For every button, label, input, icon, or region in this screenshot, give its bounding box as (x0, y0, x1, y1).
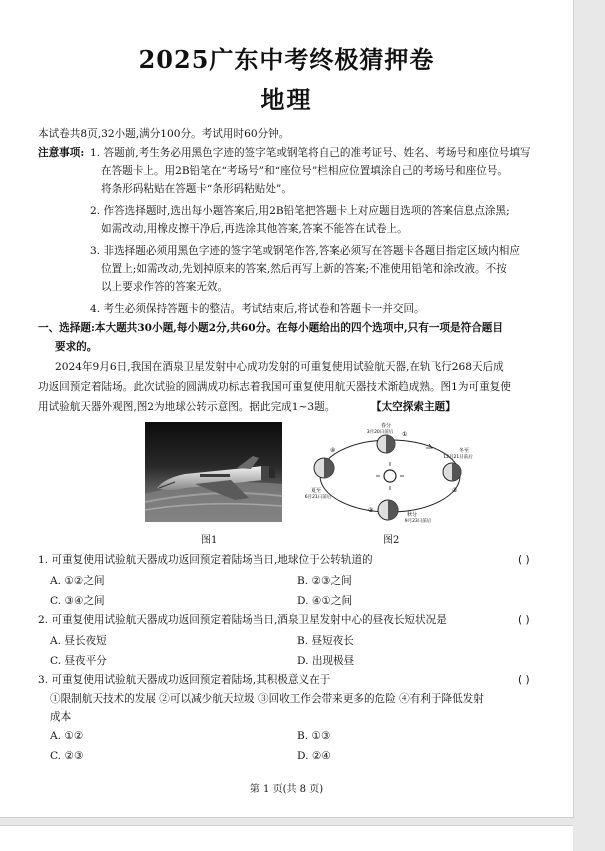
question-3-option-d: D. ②④ (297, 750, 331, 762)
svg-text:③: ③ (368, 507, 374, 514)
svg-text:春分: 春分 (380, 423, 392, 429)
question-1-option-c: C. ③④之间 (50, 595, 105, 607)
next-page-edge (0, 825, 573, 851)
notice-1-line-2: 在答题卡上。用2B铅笔在“考场号”和“座位号”栏相应位置填涂自己的考场号和座位号。 (101, 165, 508, 177)
question-3-answer-blank: ( ) (518, 674, 530, 686)
question-2-option-a: A. 昼长夜短 (50, 635, 107, 647)
svg-text:6月21日前后: 6月21日前后 (304, 495, 332, 500)
svg-text:12月21日前后: 12月21日前后 (443, 455, 473, 460)
exam-title: 2025广东中考终极猜押卷 (138, 45, 435, 74)
question-1-stem: 1. 可重复使用试验航天器成功返回预定着陆场当日,地球位于公转轨道的 (38, 554, 373, 566)
earth-winter (443, 463, 461, 481)
svg-text:秋分: 秋分 (406, 512, 418, 518)
intro-line: 本试卷共8页,32小题,满分100分。考试用时60分钟。 (38, 128, 290, 140)
question-2-stem: 2. 可重复使用试验航天器成功返回预定着陆场当日,酒泉卫星发射中心的昼夜长短状况是 (38, 614, 447, 626)
section-1-heading-cont: 要求的。 (55, 341, 98, 353)
theme-tag: 【太空探索主题】 (371, 401, 456, 413)
svg-text:①: ① (402, 431, 408, 438)
figure-1-caption: 图1 (201, 535, 218, 546)
question-3-statements-cont: 成本 (50, 711, 72, 723)
figure-2-caption: 图2 (383, 535, 400, 546)
sun (384, 470, 396, 482)
notice-1-line-3: 将条形码粘贴在答题卡“条形码粘贴处”。 (101, 183, 292, 195)
notice-4-line-1: 4. 考生必须保持答题卡的整洁。考试结束后,将试卷和答题卡一并交回。 (90, 303, 425, 315)
question-1-option-b: B. ②③之间 (297, 575, 352, 587)
svg-text:冬至: 冬至 (458, 448, 470, 454)
question-3-statements: ①限制航天技术的发展 ②可以减少航天垃圾 ③回收工作会带来更多的危险 ④有利于降低发射 (50, 693, 484, 705)
notice-3-line-2: 位置上;如需改动,先划掉原来的答案,然后再写上新的答案;不准使用铅笔和涂改液。不按 (101, 263, 507, 275)
notice-3-line-1: 3. 非选择题必须用黑色字迹的签字笔或钢笔作答,答案必须写在答题卡各题目指定区域内相应 (90, 245, 520, 257)
figure-1-spacecraft (145, 422, 282, 522)
subject-title: 地理 (260, 85, 313, 114)
notice-label: 注意事项: (38, 147, 85, 159)
passage-line-3: 用试验航天器外观图,图2为地球公转示意图。据此完成1~3题。 (38, 401, 336, 413)
question-3-option-c: C. ②③ (50, 750, 84, 762)
svg-text:夏至: 夏至 (310, 488, 322, 494)
question-2-option-c: C. 昼夜平分 (50, 655, 107, 667)
question-2-option-d: D. 出现极昼 (297, 655, 355, 667)
figure-2-revolution-diagram (302, 422, 477, 530)
notice-2-line-1: 2. 作答选择题时,选出每小题答案后,用2B铅笔把答题卡上对应题目选项的答案信息点涂黑; (90, 205, 510, 217)
svg-text:④: ④ (330, 447, 336, 454)
svg-text:9月23日前后: 9月23日前后 (404, 519, 432, 524)
notice-1-line-1: 1. 答题前,考生务必用黑色字迹的签字笔或钢笔将自己的准考证号、姓名、考场号和座位号填写 (90, 147, 531, 159)
question-1-option-d: D. ④①之间 (297, 595, 353, 607)
question-3-stem: 3. 可重复使用试验航天器成功返回预定着陆场,其积极意义在于 (38, 674, 331, 686)
question-2-answer-blank: ( ) (518, 614, 530, 626)
earth-autumn (378, 500, 398, 520)
earth-spring (377, 435, 395, 453)
svg-text:②: ② (452, 487, 458, 494)
question-1-answer-blank: ( ) (518, 554, 530, 566)
question-1-option-a: A. ①②之间 (50, 575, 105, 587)
question-2-option-b: B. 昼短夜长 (297, 635, 354, 647)
svg-text:3月20日前后: 3月20日前后 (366, 430, 394, 435)
passage-line-1: 2024年9月6日,我国在酒泉卫星发射中心成功发射的可重复使用试验航天器,在轨飞行268天后成 (55, 361, 504, 373)
notice-2-line-2: 如需改动,用橡皮擦干净后,再选涂其他答案,答案不能答在试卷上。 (101, 223, 408, 235)
passage-line-2: 功返回预定着陆场。此次试验的圆满成功标志着我国可重复使用航天器技术渐趋成熟。图1为可重复使 (38, 381, 511, 393)
question-3-option-a: A. ①② (50, 730, 84, 742)
earth-summer (314, 458, 334, 478)
page-footer: 第 1 页(共 8 页) (249, 784, 324, 795)
section-1-heading: 一、选择题:本大题共30小题,每小题2分,共60分。在每小题给出的四个选项中,只有一项是符合题目 (38, 322, 503, 334)
question-3-option-b: B. ①③ (297, 730, 331, 742)
notice-3-line-3: 以上要求作答的答案无效。 (101, 281, 229, 293)
